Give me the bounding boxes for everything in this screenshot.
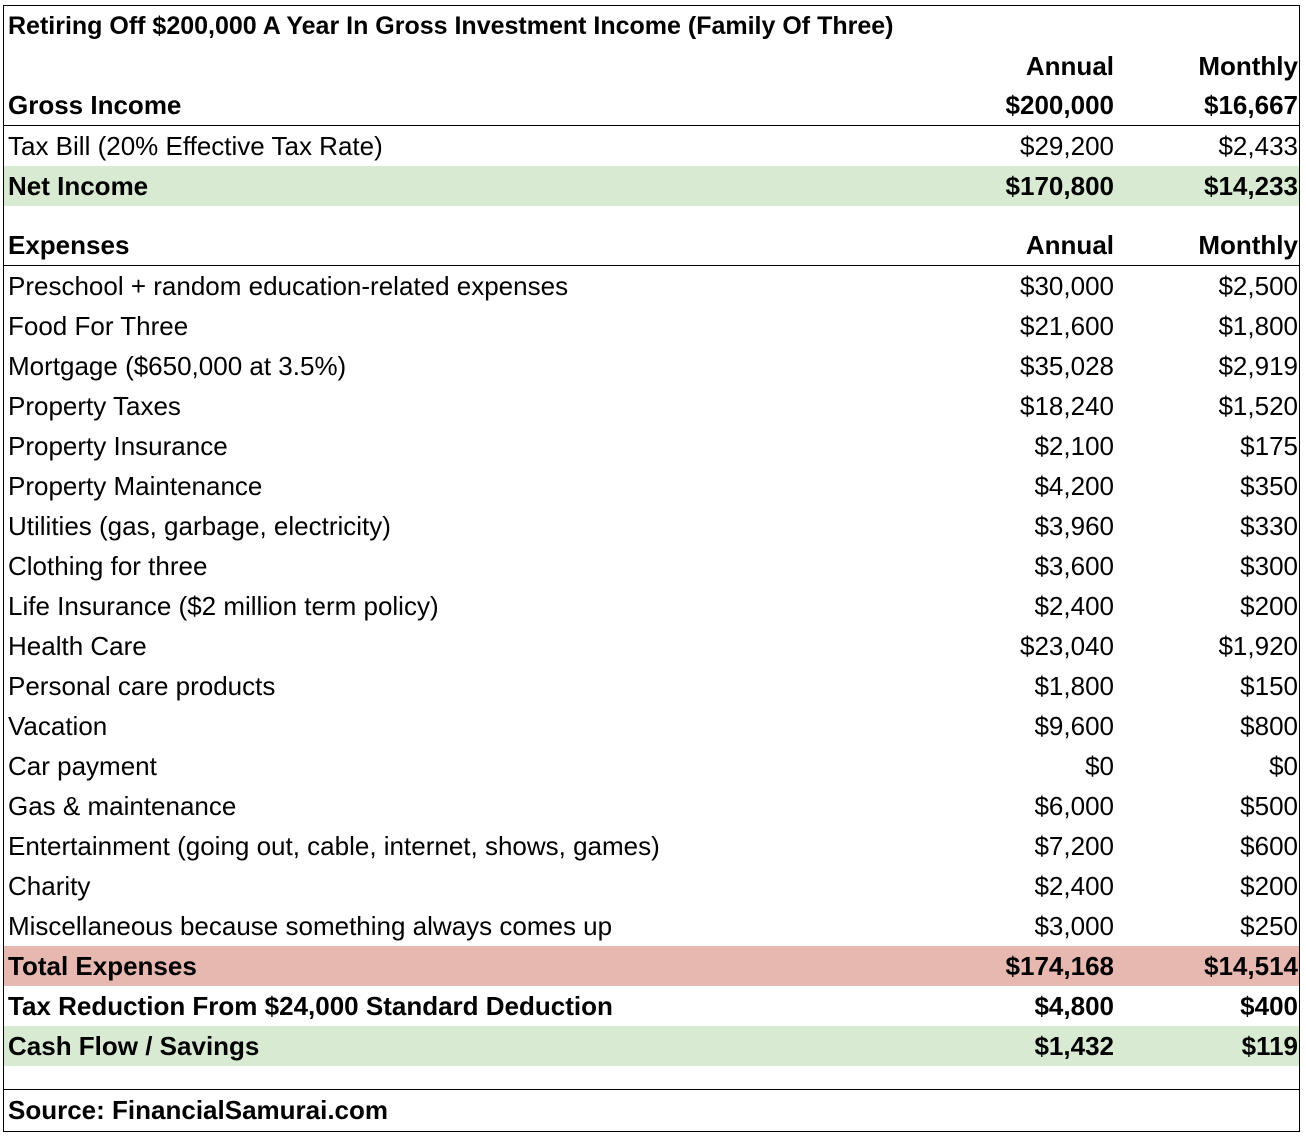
expense-label: Utilities (gas, garbage, electricity) xyxy=(8,510,391,541)
cash-flow-annual: $1,432 xyxy=(1034,1030,1114,1061)
expense-monthly: $2,500 xyxy=(1218,270,1298,301)
expense-monthly: $500 xyxy=(1240,790,1298,821)
tax-reduction-annual: $4,800 xyxy=(1034,990,1114,1021)
gross-income-label: Gross Income xyxy=(8,90,182,120)
expense-label: Property Insurance xyxy=(8,430,228,461)
expense-row xyxy=(4,666,1299,706)
expense-monthly: $1,520 xyxy=(1218,390,1298,421)
expense-row xyxy=(4,266,1299,306)
expense-label: Miscellaneous because something always comes up xyxy=(8,910,613,941)
tax-reduction-row xyxy=(4,986,1299,1026)
expense-annual: $0 xyxy=(1085,750,1114,781)
expense-label: Property Taxes xyxy=(8,390,181,421)
total-expenses-label: Total Expenses xyxy=(8,950,197,981)
total-expenses-annual: $174,168 xyxy=(1005,950,1114,981)
expense-annual: $6,000 xyxy=(1034,790,1114,821)
expense-label: Charity xyxy=(8,870,91,901)
expense-row xyxy=(4,386,1299,426)
cash-flow-label: Cash Flow / Savings xyxy=(8,1030,260,1061)
expense-label: Life Insurance ($2 million term policy) xyxy=(8,590,439,621)
expense-row xyxy=(4,506,1299,546)
expense-annual: $35,028 xyxy=(1020,350,1114,381)
expense-annual: $4,200 xyxy=(1034,470,1114,501)
total-expenses-monthly: $14,514 xyxy=(1204,950,1298,981)
net-income-monthly: $14,233 xyxy=(1204,170,1298,201)
expense-annual: $2,100 xyxy=(1034,430,1114,461)
tax-bill-label: Tax Bill (20% Effective Tax Rate) xyxy=(8,130,383,161)
expense-row xyxy=(4,786,1299,826)
expenses-header-label: Expenses xyxy=(8,230,130,260)
expense-label: Car payment xyxy=(8,750,157,781)
expenses-header-row xyxy=(4,226,1299,266)
expense-label: Health Care xyxy=(8,630,147,661)
expense-monthly: $250 xyxy=(1240,910,1298,941)
expense-row xyxy=(4,466,1299,506)
table-title: Retiring Off $200,000 A Year In Gross Investment Income (Family Of Three) xyxy=(8,11,894,40)
expense-monthly: $175 xyxy=(1240,430,1298,461)
expense-row xyxy=(4,626,1299,666)
cash-flow-row xyxy=(4,1026,1299,1066)
expense-monthly: $200 xyxy=(1240,870,1298,901)
expense-label: Personal care products xyxy=(8,670,276,701)
table-title-row xyxy=(4,6,1299,46)
cash-flow-monthly: $119 xyxy=(1241,1030,1298,1061)
source-row xyxy=(4,1090,1299,1130)
tax-bill-row xyxy=(4,126,1299,166)
expense-row xyxy=(4,346,1299,386)
tax-reduction-monthly: $400 xyxy=(1240,990,1298,1021)
tax-bill-annual: $29,200 xyxy=(1020,130,1114,161)
expense-monthly: $1,920 xyxy=(1218,630,1298,661)
expense-label: Preschool + random education-related expenses xyxy=(8,270,569,301)
column-header-row xyxy=(4,46,1299,86)
expenses-annual-header: Annual xyxy=(1025,230,1114,260)
expense-row xyxy=(4,866,1299,906)
gross-income-annual: $200,000 xyxy=(1005,90,1114,120)
expense-label: Vacation xyxy=(8,710,108,741)
expense-label: Clothing for three xyxy=(8,550,208,581)
expense-label: Property Maintenance xyxy=(8,470,263,501)
tax-reduction-label: Tax Reduction From $24,000 Standard Deduction xyxy=(8,990,613,1021)
source-text: Source: FinancialSamurai.com xyxy=(8,1094,389,1125)
expense-annual: $30,000 xyxy=(1020,270,1114,301)
expense-row xyxy=(4,906,1299,946)
expense-row xyxy=(4,306,1299,346)
expense-annual: $2,400 xyxy=(1034,590,1114,621)
expense-row xyxy=(4,706,1299,746)
expense-row xyxy=(4,746,1299,786)
expense-annual: $21,600 xyxy=(1020,310,1114,341)
expense-label: Food For Three xyxy=(8,310,189,341)
expense-row xyxy=(4,826,1299,866)
expense-annual: $18,240 xyxy=(1020,390,1114,421)
annual-column-header: Annual xyxy=(1025,50,1114,81)
expenses-monthly-header: Monthly xyxy=(1198,230,1298,260)
expense-row xyxy=(4,546,1299,586)
expense-monthly: $150 xyxy=(1240,670,1298,701)
expense-annual: $3,000 xyxy=(1034,910,1114,941)
expense-monthly: $0 xyxy=(1269,750,1298,781)
gross-income-row xyxy=(4,86,1299,126)
net-income-annual: $170,800 xyxy=(1005,170,1114,201)
expense-annual: $3,600 xyxy=(1034,550,1114,581)
net-income-row xyxy=(4,166,1299,206)
expense-label: Gas & maintenance xyxy=(8,790,237,821)
expense-annual: $1,800 xyxy=(1034,670,1114,701)
monthly-column-header: Monthly xyxy=(1198,50,1298,81)
expense-annual: $7,200 xyxy=(1034,830,1114,861)
expense-monthly: $200 xyxy=(1240,590,1298,621)
expense-monthly: $1,800 xyxy=(1218,310,1298,341)
tax-bill-monthly: $2,433 xyxy=(1218,130,1298,161)
expense-label: Mortgage ($650,000 at 3.5%) xyxy=(8,350,347,381)
net-income-label: Net Income xyxy=(8,170,149,201)
expense-annual: $9,600 xyxy=(1034,710,1114,741)
expense-row xyxy=(4,426,1299,466)
expense-monthly: $2,919 xyxy=(1218,350,1298,381)
expense-monthly: $800 xyxy=(1240,710,1298,741)
budget-table xyxy=(3,5,1300,1132)
expense-label: Entertainment (going out, cable, internet, shows, games) xyxy=(8,830,660,861)
expense-row xyxy=(4,586,1299,626)
expense-monthly: $600 xyxy=(1240,830,1298,861)
expense-monthly: $350 xyxy=(1240,470,1298,501)
gross-income-monthly: $16,667 xyxy=(1204,90,1298,120)
expense-monthly: $330 xyxy=(1240,510,1298,541)
expense-annual: $3,960 xyxy=(1034,510,1114,541)
total-expenses-row xyxy=(4,946,1299,986)
expense-monthly: $300 xyxy=(1240,550,1298,581)
expense-annual: $2,400 xyxy=(1034,870,1114,901)
expense-annual: $23,040 xyxy=(1020,630,1114,661)
